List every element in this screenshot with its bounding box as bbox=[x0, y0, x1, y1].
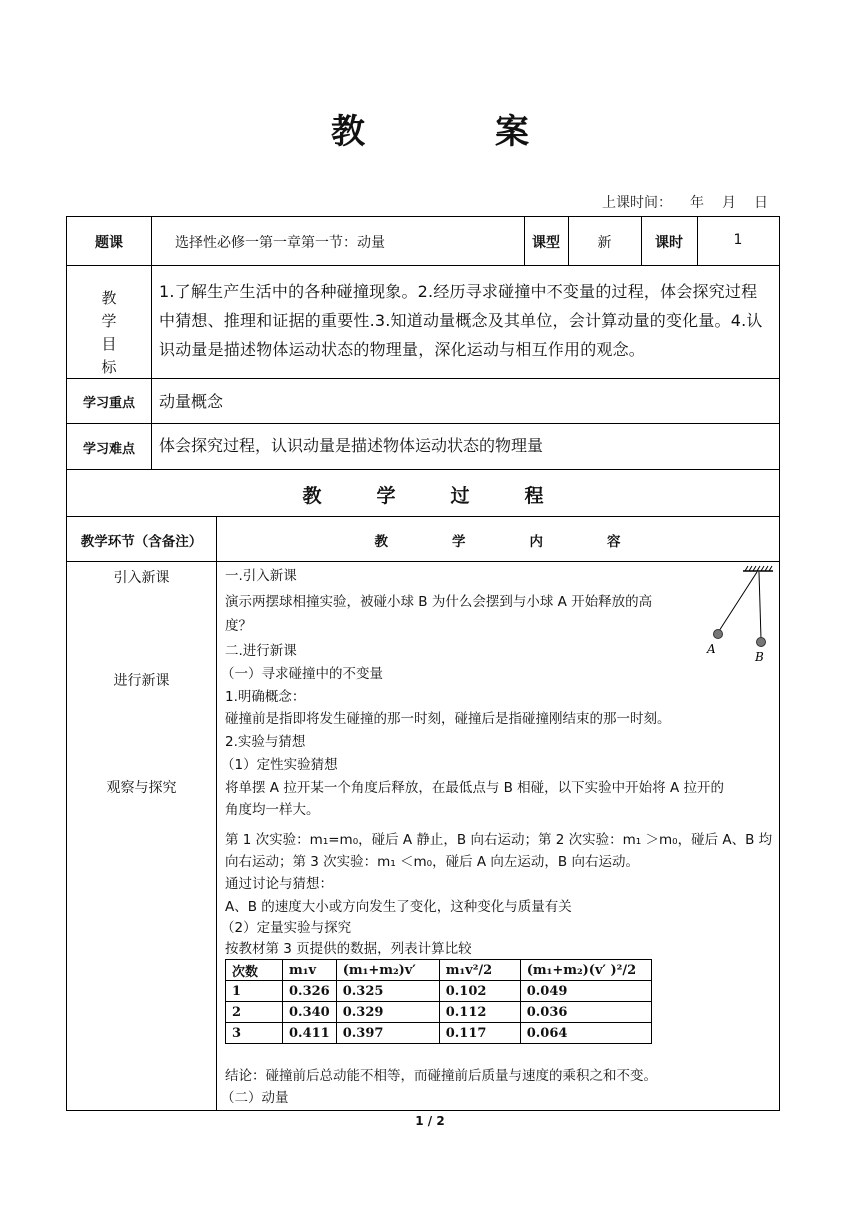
content-header-char: 内 bbox=[529, 534, 543, 550]
content-line: 按教材第 3 页提供的数据，列表计算比较 bbox=[225, 941, 472, 957]
content-line: 度？ bbox=[225, 618, 252, 634]
content-header-char: 容 bbox=[607, 534, 621, 550]
date-month-unit: 月 bbox=[722, 195, 736, 211]
objectives-label-char: 教 bbox=[101, 289, 117, 307]
page-number: 1 / 2 bbox=[415, 1114, 445, 1128]
row-divider bbox=[67, 469, 779, 470]
table-cell: 0.102 bbox=[439, 981, 520, 1002]
content-line: 演示两摆球相撞实验，被碰小球 B 为什么会摆到与小球 A 开始释放的高 bbox=[225, 594, 653, 610]
table-header-cell: (m₁+m₂)(v′ )²/2 bbox=[520, 960, 651, 981]
table-cell: 0.326 bbox=[283, 981, 337, 1002]
title-char-2: 案 bbox=[495, 112, 529, 152]
content-line: （一）寻求碰撞中的不变量 bbox=[221, 666, 383, 682]
process-title-char: 程 bbox=[524, 485, 544, 507]
content-line: 通过讨论与猜想： bbox=[225, 876, 333, 892]
table-cell: 0.049 bbox=[520, 981, 651, 1002]
content-line: 2.实验与猜想 bbox=[225, 734, 306, 750]
hours-value: 1 bbox=[733, 232, 743, 248]
table-header-row bbox=[226, 960, 652, 981]
content-line: 1.明确概念： bbox=[225, 689, 306, 705]
ball-b-label: B bbox=[755, 650, 764, 663]
key-point-label: 学习重点 bbox=[82, 396, 135, 411]
table-cell: 0.340 bbox=[283, 1002, 337, 1023]
ball-a-label: A bbox=[707, 642, 716, 656]
date-day-unit: 日 bbox=[754, 195, 768, 211]
process-title-char: 学 bbox=[376, 485, 396, 507]
date-label: 上课时间： bbox=[602, 195, 672, 211]
objectives-label-char: 目 bbox=[101, 335, 117, 353]
table-row bbox=[226, 1002, 652, 1023]
type-label: 课型 bbox=[532, 235, 560, 251]
row-divider bbox=[67, 516, 779, 517]
table-cell: 0.112 bbox=[439, 1002, 520, 1023]
content-line: 二.进行新课 bbox=[225, 643, 297, 659]
col-divider bbox=[151, 217, 152, 469]
content-line: 第 1 次实验：m₁=m₀，碰后 A 静止，B 向右运动；第 2 次实验：m₁ ＞m₀，碰后 A、B 均 bbox=[225, 832, 773, 848]
content-line: 向右运动；第 3 次实验：m₁ ＜m₀，碰后 A 向左运动，B 向右运动。 bbox=[225, 854, 639, 870]
key-point-text: 动量概念 bbox=[159, 392, 224, 411]
table-cell: 0.329 bbox=[336, 1002, 439, 1023]
table-cell: 2 bbox=[226, 1002, 283, 1023]
row-divider bbox=[67, 561, 779, 562]
table-cell: 0.036 bbox=[520, 1002, 651, 1023]
table-header-cell: 次数 bbox=[226, 960, 283, 981]
process-title-char: 过 bbox=[450, 485, 470, 507]
content-header-char: 学 bbox=[452, 534, 466, 550]
table-cell: 0.117 bbox=[439, 1023, 520, 1044]
content-line: 角度均一样大。 bbox=[225, 802, 320, 818]
content-line: （2）定量实验与探究 bbox=[221, 920, 352, 936]
table-cell: 0.325 bbox=[336, 981, 439, 1002]
content-line: 碰撞前是指即将发生碰撞的那一时刻，碰撞后是指碰撞刚结束的那一时刻。 bbox=[225, 711, 671, 727]
content-line: （二）动量 bbox=[221, 1090, 289, 1106]
class-date-line bbox=[602, 192, 768, 212]
row-divider bbox=[67, 265, 779, 266]
table-row bbox=[226, 1023, 652, 1044]
content-line: 将单摆 A 拉开某一个角度后释放，在最低点与 B 相碰，以下实验中开始将 A 拉开的 bbox=[225, 780, 724, 796]
date-year-unit: 年 bbox=[690, 195, 704, 211]
table-header-cell: (m₁+m₂)v′ bbox=[336, 960, 439, 981]
content-column-header bbox=[216, 530, 779, 550]
table-cell: 0.064 bbox=[520, 1023, 651, 1044]
table-row bbox=[226, 981, 652, 1002]
content-line: A、B 的速度大小或方向发生了变化，这种变化与质量有关 bbox=[225, 899, 572, 915]
objectives-label-char: 学 bbox=[101, 312, 117, 330]
content-header-char: 教 bbox=[374, 534, 388, 550]
type-value: 新 bbox=[597, 235, 612, 251]
hours-label: 课时 bbox=[655, 235, 683, 251]
stage-column-header: 教学环节（含备注） bbox=[80, 534, 203, 550]
table-header-cell: m₁v²/2 bbox=[439, 960, 520, 981]
topic-label: 题课 bbox=[95, 235, 123, 251]
topic-value: 选择性必修一第一章第一节：动量 bbox=[175, 235, 385, 251]
stage-intro: 引入新课 bbox=[113, 570, 170, 586]
title-char-1: 教 bbox=[331, 112, 365, 152]
pendulum-diagram bbox=[697, 565, 777, 663]
process-title-char: 教 bbox=[302, 485, 322, 507]
objectives-label bbox=[67, 287, 151, 379]
table-cell: 3 bbox=[226, 1023, 283, 1044]
lesson-plan-table bbox=[66, 216, 780, 1111]
stage-observe-explore: 观察与探究 bbox=[106, 780, 177, 796]
table-cell: 0.411 bbox=[283, 1023, 337, 1044]
conclusion-text: 结论：碰撞前后总动能不相等，而碰撞前后质量与速度的乘积之和不变。 bbox=[225, 1068, 657, 1084]
content-line: （1）定性实验猜想 bbox=[221, 757, 338, 773]
table-cell: 0.397 bbox=[336, 1023, 439, 1044]
document-title bbox=[0, 104, 860, 153]
row-divider bbox=[67, 378, 779, 379]
content-line: 一.引入新课 bbox=[225, 568, 297, 584]
col-divider bbox=[216, 516, 217, 1110]
objectives-text: 1.了解生产生活中的各种碰撞现象。2.经历寻求碰撞中不变量的过程，体会探究过程中猜想、推理和证据的重要性.3.知道动量概念及其单位，会计算动量的变化量。4.认识动量是描述物体运动状态的物理量，深化运动与相互作用的观念。 bbox=[159, 282, 763, 359]
table-cell: 1 bbox=[226, 981, 283, 1002]
row-divider bbox=[67, 423, 779, 424]
difficulty-label: 学习难点 bbox=[82, 442, 135, 457]
objectives-label-char: 标 bbox=[101, 358, 117, 376]
stage-new-lesson: 进行新课 bbox=[113, 673, 170, 689]
process-title bbox=[67, 481, 779, 508]
collision-data-table bbox=[225, 959, 652, 1044]
table-header-cell: m₁v bbox=[283, 960, 337, 981]
difficulty-text: 体会探究过程，认识动量是描述物体运动状态的物理量 bbox=[159, 436, 544, 455]
